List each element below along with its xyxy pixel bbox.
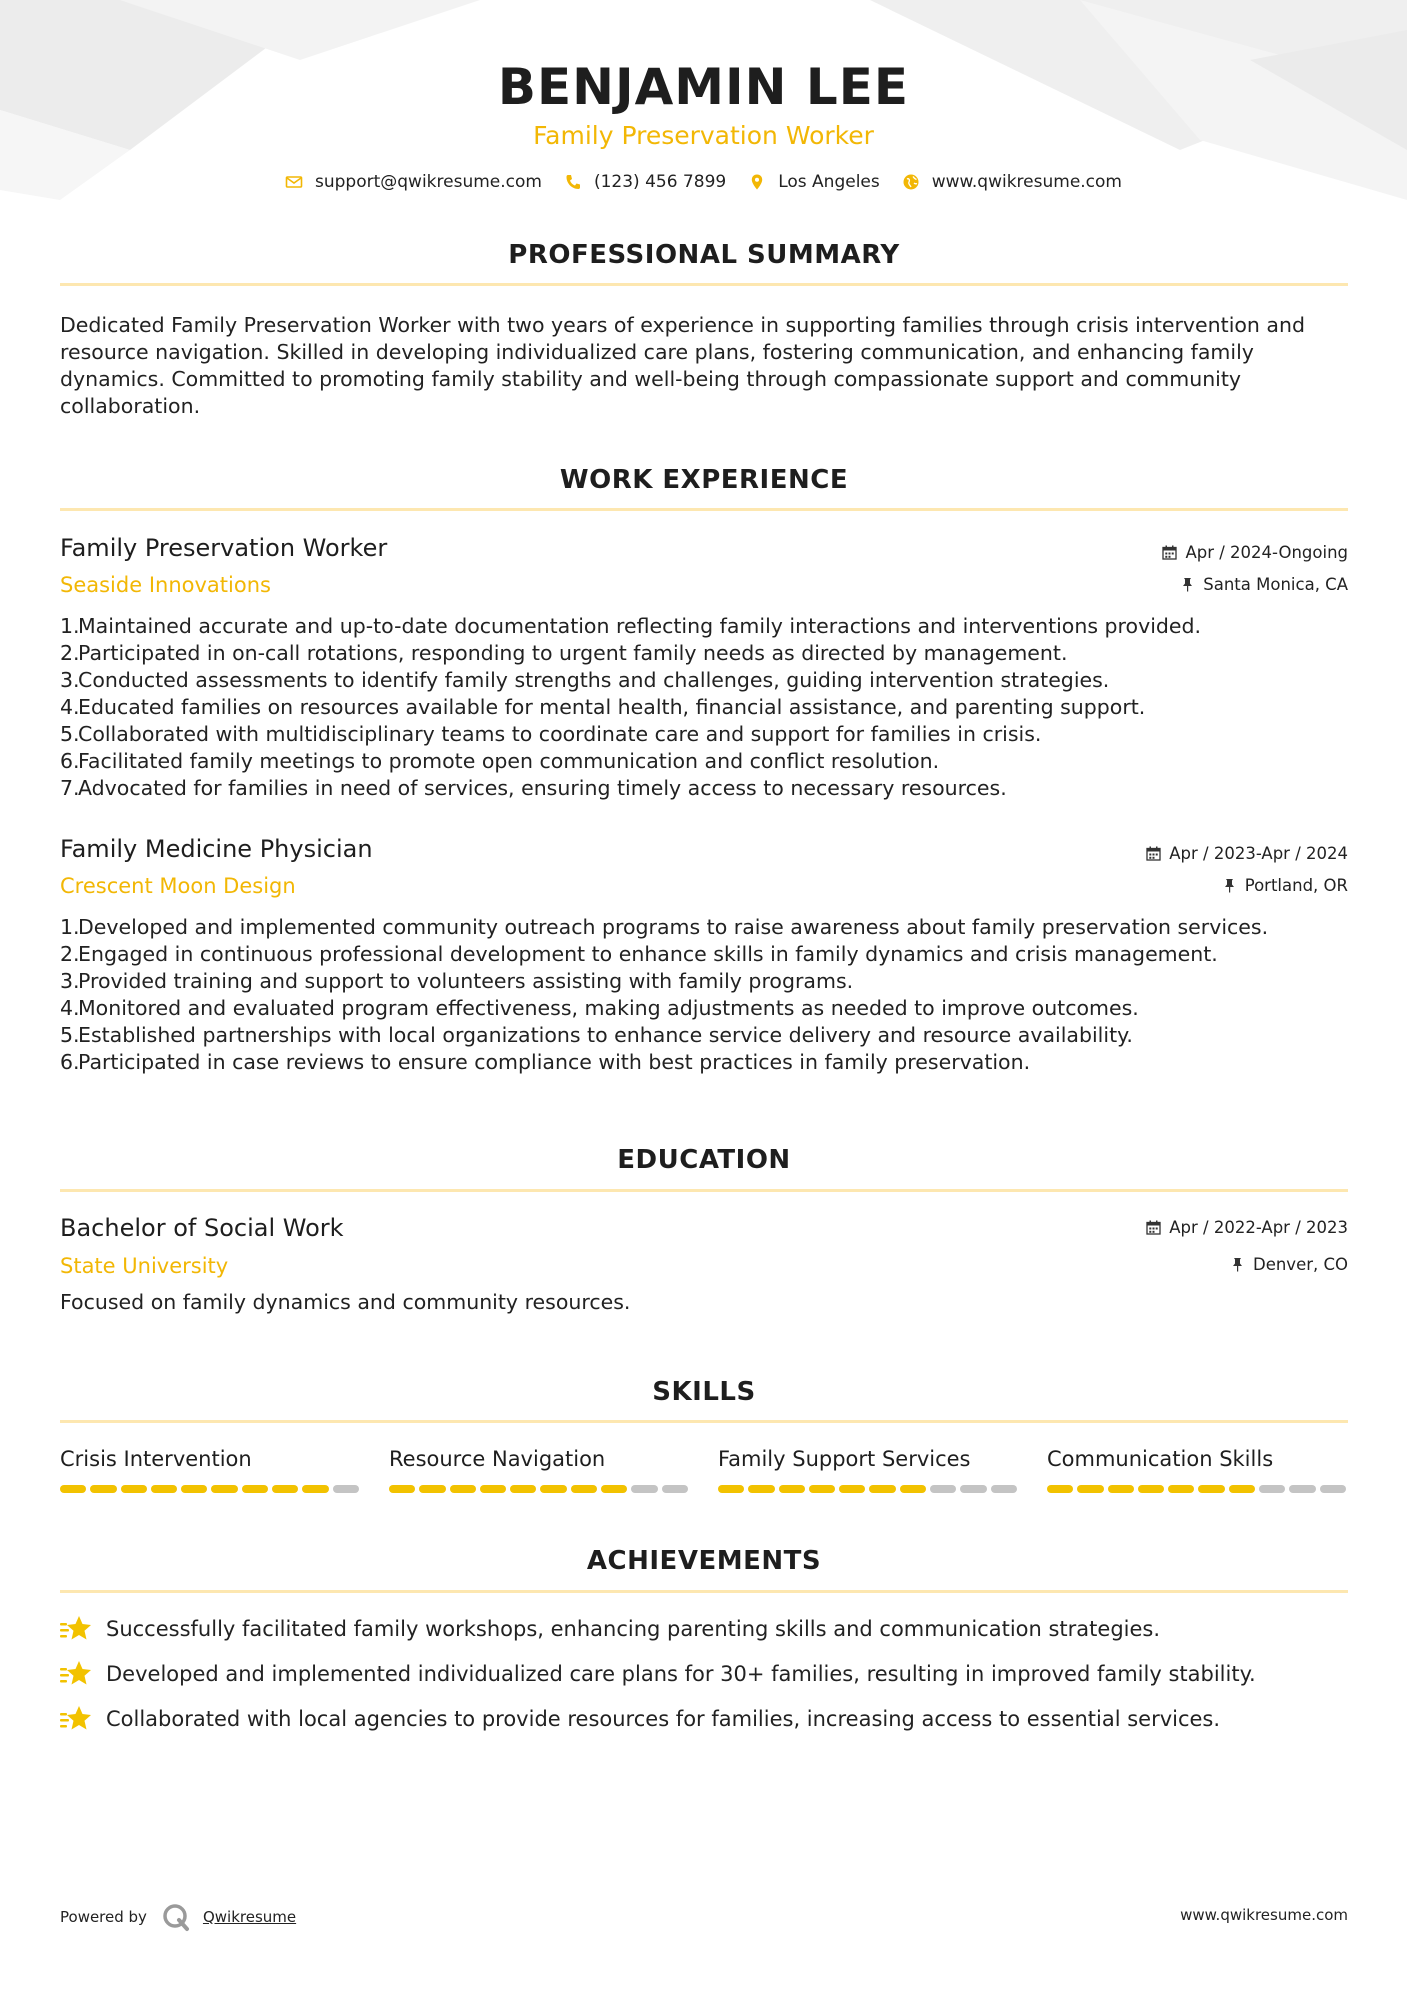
achievement-text: Collaborated with local agencies to provide resources for families, increasing access to essential services. (106, 1707, 1221, 1731)
education-description: Focused on family dynamics and community resources. (60, 1290, 631, 1314)
summary-line: resource navigation. Skilled in developing individualized care plans, fostering communication, and enhancing family (60, 340, 1254, 364)
achievement-text: Successfully facilitated family workshops, enhancing parenting skills and communication strategies. (106, 1617, 1161, 1641)
list-item: 7. Advocated for families in need of services, ensuring timely access to necessary resources. (60, 776, 1007, 800)
skills-heading: SKILLS (652, 1377, 756, 1407)
job-location (1180, 575, 1348, 594)
skill-dot-filled (1138, 1485, 1164, 1493)
experience-divider (60, 508, 1348, 511)
skill-item (389, 1447, 689, 1493)
skill-dot-filled (510, 1485, 536, 1493)
school-name: State University (60, 1254, 229, 1278)
contact-location (748, 172, 880, 192)
phone-icon (564, 173, 582, 191)
skill-name: Communication Skills (1047, 1447, 1274, 1471)
job-dates-text: Apr / 2023-Apr / 2024 (1169, 844, 1348, 863)
education-dates (1146, 1218, 1348, 1237)
skills-divider (60, 1420, 1348, 1423)
skill-dot-filled (1108, 1485, 1134, 1493)
achievement-item (60, 1614, 1348, 1644)
contact-email[interactable] (285, 172, 542, 192)
summary-text (60, 312, 1348, 420)
skill-dot-empty (333, 1485, 359, 1493)
education-location (1230, 1255, 1348, 1274)
skill-dot-filled (718, 1485, 744, 1493)
skill-name: Resource Navigation (389, 1447, 606, 1471)
contact-phone[interactable] (564, 172, 726, 192)
skill-dot-empty (960, 1485, 986, 1493)
list-item: 3. Provided training and support to volunteers assisting with family programs. (60, 969, 854, 993)
list-item: 1. Developed and implemented community outreach programs to raise awareness about family preservation services. (60, 915, 1269, 939)
skill-dot-filled (90, 1485, 116, 1493)
job-bullets (60, 914, 1348, 1076)
list-item: 5. Collaborated with multidisciplinary teams to coordinate care and support for families in crisis. (60, 722, 1042, 746)
bullet-text: Conducted assessments to identify family strengths and challenges, guiding intervention strategies. (78, 668, 1110, 692)
skill-dot-empty (631, 1485, 657, 1493)
star-badge-icon (60, 1704, 92, 1734)
job-bullets (60, 613, 1348, 802)
skill-level-bar (718, 1485, 1018, 1493)
achievement-item (60, 1659, 1348, 1689)
skill-dot-filled (272, 1485, 298, 1493)
job-location-text: Portland, OR (1244, 876, 1348, 895)
bullet-text: Facilitated family meetings to promote open communication and conflict resolution. (78, 749, 940, 773)
bullet-text: Participated in case reviews to ensure compliance with best practices in family preservation. (78, 1050, 1031, 1074)
degree-title: Bachelor of Social Work (60, 1214, 344, 1242)
skill-dot-filled (211, 1485, 237, 1493)
job-location (1222, 876, 1348, 895)
list-item: 3. Conducted assessments to identify family strengths and challenges, guiding intervention strategies. (60, 668, 1110, 692)
skill-dot-filled (419, 1485, 445, 1493)
skill-level-bar (60, 1485, 360, 1493)
bullet-text: Maintained accurate and up-to-date documentation reflecting family interactions and interventions provided. (78, 614, 1202, 638)
list-item: 2. Engaged in continuous professional development to enhance skills in family dynamics and crisis management. (60, 942, 1218, 966)
powered-by-label: Powered by (60, 1908, 147, 1926)
bullet-text: Established partnerships with local organizations to enhance service delivery and resource availability. (78, 1023, 1133, 1047)
envelope-icon (285, 173, 303, 191)
skill-dot-filled (779, 1485, 805, 1493)
pushpin-icon (1222, 878, 1237, 893)
contact-website[interactable] (902, 172, 1122, 192)
education-location-text: Denver, CO (1252, 1255, 1348, 1274)
qwikresume-logo-icon (161, 1902, 191, 1932)
website-text[interactable]: www.qwikresume.com (931, 172, 1122, 192)
list-item: 4. Monitored and evaluated program effectiveness, making adjustments as needed to improve outcomes. (60, 996, 1139, 1020)
summary-heading: PROFESSIONAL SUMMARY (508, 240, 900, 270)
summary-divider (60, 283, 1348, 286)
globe-icon (902, 173, 920, 191)
achievement-item (60, 1704, 1348, 1734)
contact-bar (0, 172, 1407, 192)
skill-dot-filled (839, 1485, 865, 1493)
bullet-text: Developed and implemented community outreach programs to raise awareness about family preservation services. (78, 915, 1269, 939)
job-dates-text: Apr / 2024-Ongoing (1185, 543, 1348, 562)
bullet-text: Monitored and evaluated program effectiveness, making adjustments as needed to improve outcomes. (78, 996, 1139, 1020)
achievement-text: Developed and implemented individualized care plans for 30+ families, resulting in improved family stability. (106, 1662, 1256, 1686)
job-dates (1162, 543, 1348, 562)
footer-website[interactable]: www.qwikresume.com (1180, 1906, 1348, 1924)
skills-grid (60, 1447, 1348, 1493)
candidate-title: Family Preservation Worker (533, 121, 874, 150)
job-company: Crescent Moon Design (60, 874, 296, 898)
skill-item (60, 1447, 360, 1493)
skill-dot-empty (1320, 1485, 1346, 1493)
skill-dot-filled (1168, 1485, 1194, 1493)
phone-text[interactable]: (123) 456 7899 (593, 172, 727, 192)
bullet-text: Advocated for families in need of services, ensuring timely access to necessary resources. (78, 776, 1007, 800)
bullet-text: Engaged in continuous professional development to enhance skills in family dynamics and crisis management. (78, 942, 1218, 966)
skill-dot-filled (540, 1485, 566, 1493)
list-item: 4. Educated families on resources available for mental health, financial assistance, and parenting support. (60, 695, 1146, 719)
skill-dot-empty (930, 1485, 956, 1493)
skill-dot-filled (869, 1485, 895, 1493)
star-badge-icon (60, 1659, 92, 1689)
star-badge-icon (60, 1614, 92, 1644)
location-text: Los Angeles (778, 172, 880, 192)
skill-dot-filled (181, 1485, 207, 1493)
skill-dot-filled (242, 1485, 268, 1493)
skill-dot-empty (991, 1485, 1017, 1493)
calendar-icon (1146, 1220, 1161, 1235)
footer-powered-by (60, 1902, 296, 1932)
skill-dot-filled (1229, 1485, 1255, 1493)
skill-dot-filled (60, 1485, 86, 1493)
list-item: 6. Facilitated family meetings to promote open communication and conflict resolution. (60, 749, 940, 773)
map-pin-icon (748, 173, 766, 191)
skill-dot-filled (389, 1485, 415, 1493)
brand-link[interactable]: Qwikresume (202, 1908, 297, 1926)
job-dates (1146, 844, 1348, 863)
summary-line: collaboration. (60, 394, 201, 418)
skill-dot-empty (1289, 1485, 1315, 1493)
skill-level-bar (389, 1485, 689, 1493)
list-item: 5. Established partnerships with local organizations to enhance service delivery and resource availability. (60, 1023, 1133, 1047)
education-divider (60, 1189, 1348, 1192)
list-item: 2. Participated in on-call rotations, responding to urgent family needs as directed by management. (60, 641, 1068, 665)
calendar-icon (1146, 846, 1161, 861)
skill-item (1047, 1447, 1347, 1493)
skill-dot-filled (121, 1485, 147, 1493)
skill-dot-filled (302, 1485, 328, 1493)
skill-dot-filled (151, 1485, 177, 1493)
bullet-text: Participated in on-call rotations, responding to urgent family needs as directed by management. (78, 641, 1068, 665)
bullet-text: Collaborated with multidisciplinary teams to coordinate care and support for families in crisis. (78, 722, 1042, 746)
skill-level-bar (1047, 1485, 1347, 1493)
bullet-text: Educated families on resources available for mental health, financial assistance, and parenting support. (78, 695, 1146, 719)
list-item: 1. Maintained accurate and up-to-date documentation reflecting family interactions and interventions provided. (60, 614, 1202, 638)
skill-dot-filled (1047, 1485, 1073, 1493)
candidate-name: BENJAMIN LEE (497, 58, 910, 116)
job-title: Family Medicine Physician (60, 835, 373, 863)
education-dates-text: Apr / 2022-Apr / 2023 (1169, 1218, 1348, 1237)
job-company: Seaside Innovations (60, 573, 271, 597)
skill-dot-filled (571, 1485, 597, 1493)
pushpin-icon (1180, 577, 1195, 592)
bullet-text: Provided training and support to volunteers assisting with family programs. (78, 969, 854, 993)
achievements-heading: ACHIEVEMENTS (586, 1546, 822, 1576)
skill-dot-empty (1259, 1485, 1285, 1493)
summary-line: Dedicated Family Preservation Worker with two years of experience in supporting families through crisis intervention and (60, 313, 1306, 337)
pushpin-icon (1230, 1257, 1245, 1272)
skill-dot-empty (662, 1485, 688, 1493)
skill-name: Crisis Intervention (60, 1447, 252, 1471)
skill-item (718, 1447, 1018, 1493)
achievements-divider (60, 1590, 1348, 1593)
skill-dot-filled (748, 1485, 774, 1493)
skill-dot-filled (601, 1485, 627, 1493)
job-title: Family Preservation Worker (60, 534, 388, 562)
skill-name: Family Support Services (718, 1447, 971, 1471)
summary-line: dynamics. Committed to promoting family stability and well-being through compassionate support and community (60, 367, 1242, 391)
skill-dot-filled (1077, 1485, 1103, 1493)
skill-dot-filled (900, 1485, 926, 1493)
skill-dot-filled (450, 1485, 476, 1493)
email-text[interactable]: support@qwikresume.com (315, 172, 542, 192)
skill-dot-filled (809, 1485, 835, 1493)
list-item: 6. Participated in case reviews to ensure compliance with best practices in family preservation. (60, 1050, 1031, 1074)
calendar-icon (1162, 545, 1177, 560)
education-heading: EDUCATION (617, 1145, 791, 1175)
job-location-text: Santa Monica, CA (1203, 575, 1348, 594)
skill-dot-filled (1198, 1485, 1224, 1493)
experience-heading: WORK EXPERIENCE (559, 465, 849, 495)
skill-dot-filled (480, 1485, 506, 1493)
